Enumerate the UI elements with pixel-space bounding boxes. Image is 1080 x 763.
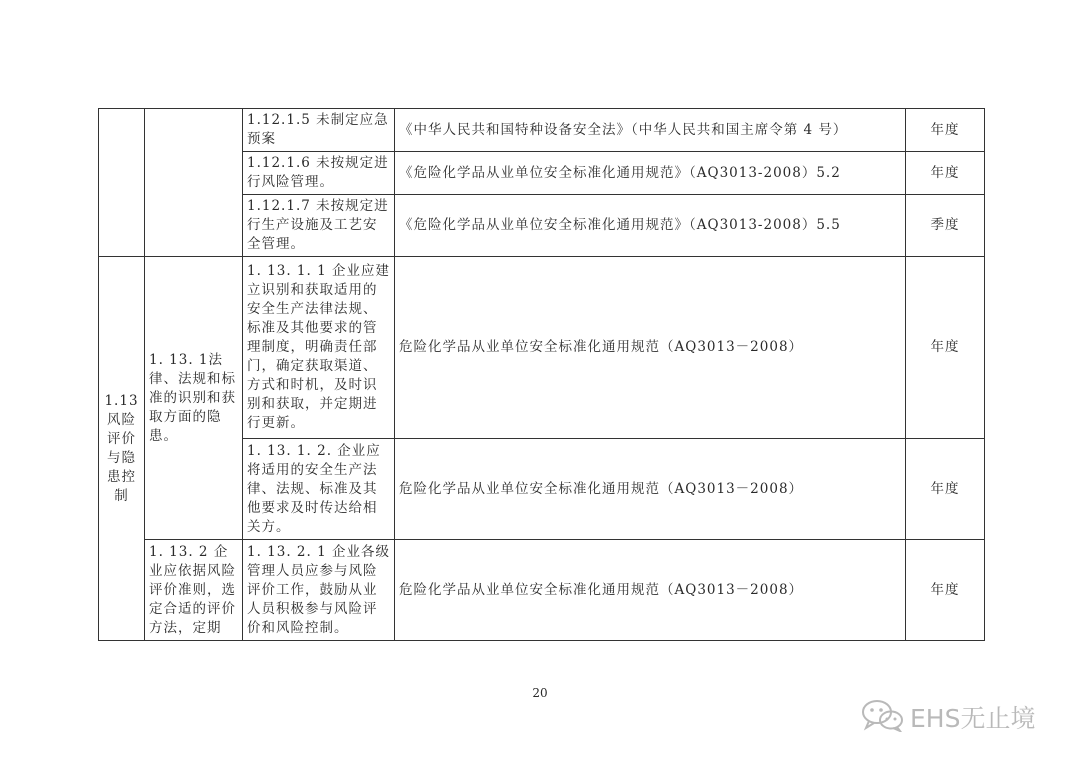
item-cell: 1.12.1.7 未按规定进行生产设施及工艺安全管理。 bbox=[243, 195, 395, 257]
subcategory-cell-empty bbox=[145, 109, 243, 257]
frequency-cell: 年度 bbox=[906, 109, 985, 152]
table-row bbox=[99, 540, 985, 641]
watermark-text: EHS无止境 bbox=[910, 704, 1036, 733]
item-cell: 1. 13. 2. 1 企业各级管理人员应参与风险评价工作，鼓励从业人员积极参与风险评价和风险控制。 bbox=[243, 540, 395, 641]
basis-cell: 《危险化学品从业单位安全标准化通用规范》（AQ3013-2008）5.2 bbox=[395, 152, 906, 195]
frequency-cell: 季度 bbox=[906, 195, 985, 257]
frequency-cell: 年度 bbox=[906, 540, 985, 641]
frequency-cell: 年度 bbox=[906, 439, 985, 540]
item-cell: 1.12.1.6 未按规定进行风险管理。 bbox=[243, 152, 395, 195]
watermark bbox=[860, 698, 1035, 736]
basis-cell: 危险化学品从业单位安全标准化通用规范（AQ3013－2008） bbox=[395, 439, 906, 540]
item-cell: 1. 13. 1. 1 企业应建立识别和获取适用的安全生产法律法规、标准及其他要求的管理制度，明确责任部门，确定获取渠道、方式和时机，及时识别和获取，并定期进行更新。 bbox=[243, 257, 395, 439]
basis-cell: 《中华人民共和国特种设备安全法》（中华人民共和国主席令第 4 号） bbox=[395, 109, 906, 152]
regulation-table bbox=[98, 108, 985, 641]
item-cell: 1. 13. 1. 2. 企业应将适用的安全生产法律、法规、标准及其他要求及时传达给相关方。 bbox=[243, 439, 395, 540]
subcategory-cell: 1. 13. 1法律、法规和标准的识别和获取方面的隐患。 bbox=[145, 257, 243, 540]
frequency-cell: 年度 bbox=[906, 152, 985, 195]
category-cell-empty bbox=[99, 109, 145, 257]
table-row bbox=[99, 109, 985, 152]
item-cell: 1.12.1.5 未制定应急预案 bbox=[243, 109, 395, 152]
table-row bbox=[99, 257, 985, 439]
subcategory-cell: 1. 13. 2 企业应依据风险评价准则，选定合适的评价方法，定期 bbox=[145, 540, 243, 641]
basis-cell: 危险化学品从业单位安全标准化通用规范（AQ3013－2008） bbox=[395, 257, 906, 439]
wechat-icon bbox=[860, 698, 904, 736]
category-cell: 1.13 风险评价与隐患控制 bbox=[99, 257, 145, 641]
basis-cell: 《危险化学品从业单位安全标准化通用规范》（AQ3013-2008）5.5 bbox=[395, 195, 906, 257]
basis-cell: 危险化学品从业单位安全标准化通用规范（AQ3013－2008） bbox=[395, 540, 906, 641]
page-number: 20 bbox=[532, 686, 548, 700]
frequency-cell: 年度 bbox=[906, 257, 985, 439]
